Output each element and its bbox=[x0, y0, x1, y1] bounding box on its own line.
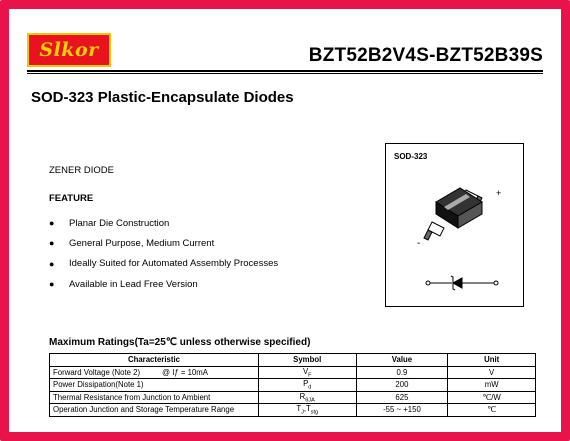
unit-cell: V bbox=[448, 366, 536, 379]
symbol-cell: $P_d$ bbox=[258, 379, 356, 392]
characteristic-cell: Power Dissipation(Note 1) bbox=[50, 379, 259, 392]
page-subtitle: SOD-323 Plastic-Encapsulate Diodes bbox=[31, 89, 294, 106]
characteristic-cell: Forward Voltage (Note 2) @ Iƒ = 10mA bbox=[50, 366, 259, 379]
table-header-row bbox=[50, 354, 536, 367]
column-header-symbol: Symbol bbox=[258, 354, 356, 367]
bullet-icon: ● bbox=[49, 218, 55, 229]
unit-cell: mW bbox=[448, 379, 536, 392]
feature-item: ● Planar Die Construction bbox=[49, 217, 170, 229]
bullet-icon: ● bbox=[49, 238, 55, 249]
bullet-icon: ● bbox=[49, 258, 55, 269]
unit-cell: ℃ bbox=[448, 404, 536, 417]
column-header-unit: Unit bbox=[448, 354, 536, 367]
feature-list bbox=[49, 213, 278, 294]
value-cell: 625 bbox=[356, 391, 448, 404]
feature-item: ● General Purpose, Medium Current bbox=[49, 237, 215, 249]
value-cell: -55 ~ +150 bbox=[356, 404, 448, 417]
part-number: BZT52B2V4S-BZT52B39S bbox=[308, 45, 543, 66]
bullet-icon: ● bbox=[49, 279, 55, 290]
feature-item: ● Available in Lead Free Version bbox=[49, 278, 198, 290]
table-row bbox=[50, 391, 536, 404]
symbol-cell: $V_F$ bbox=[258, 366, 356, 379]
test-condition: @ Iƒ = 10mA bbox=[162, 367, 208, 377]
column-header-characteristic: Characteristic bbox=[50, 354, 259, 367]
package-drawing bbox=[386, 144, 525, 308]
minus-label: - bbox=[417, 238, 421, 249]
column-header-value: Value bbox=[356, 354, 448, 367]
header-rule-thin bbox=[27, 73, 543, 74]
symbol-cell: $T_J,T_{stg}$ bbox=[258, 404, 356, 417]
table-row bbox=[50, 404, 536, 417]
plus-label: + bbox=[496, 188, 502, 198]
value-cell: 200 bbox=[356, 379, 448, 392]
device-type-label: ZENER DIODE bbox=[49, 165, 114, 176]
zener-diode-symbol-icon bbox=[426, 276, 498, 290]
header-rule bbox=[27, 70, 543, 72]
characteristic-cell: Operation Junction and Storage Temperature Range bbox=[50, 404, 259, 417]
package-title: SOD-323 bbox=[394, 152, 428, 161]
value-cell: 0.9 bbox=[356, 366, 448, 379]
sod323-body-icon bbox=[424, 188, 482, 240]
symbol-cell: $R_{\theta JA}$ bbox=[258, 391, 356, 404]
logo-text: Slkor bbox=[39, 39, 99, 61]
ratings-table bbox=[49, 353, 536, 417]
table-row bbox=[50, 366, 536, 379]
feature-item: ● Ideally Suited for Automated Assembly Processes bbox=[49, 258, 279, 270]
package-diagram bbox=[385, 143, 524, 307]
ratings-title: Maximum Ratings(Ta=25℃ unless otherwise specified) bbox=[49, 337, 311, 348]
brand-logo bbox=[27, 33, 111, 67]
table-row bbox=[50, 379, 536, 392]
characteristic-cell: Thermal Resistance from Junction to Ambient bbox=[50, 391, 259, 404]
unit-cell: ℃/W bbox=[448, 391, 536, 404]
feature-heading: FEATURE bbox=[49, 193, 94, 204]
